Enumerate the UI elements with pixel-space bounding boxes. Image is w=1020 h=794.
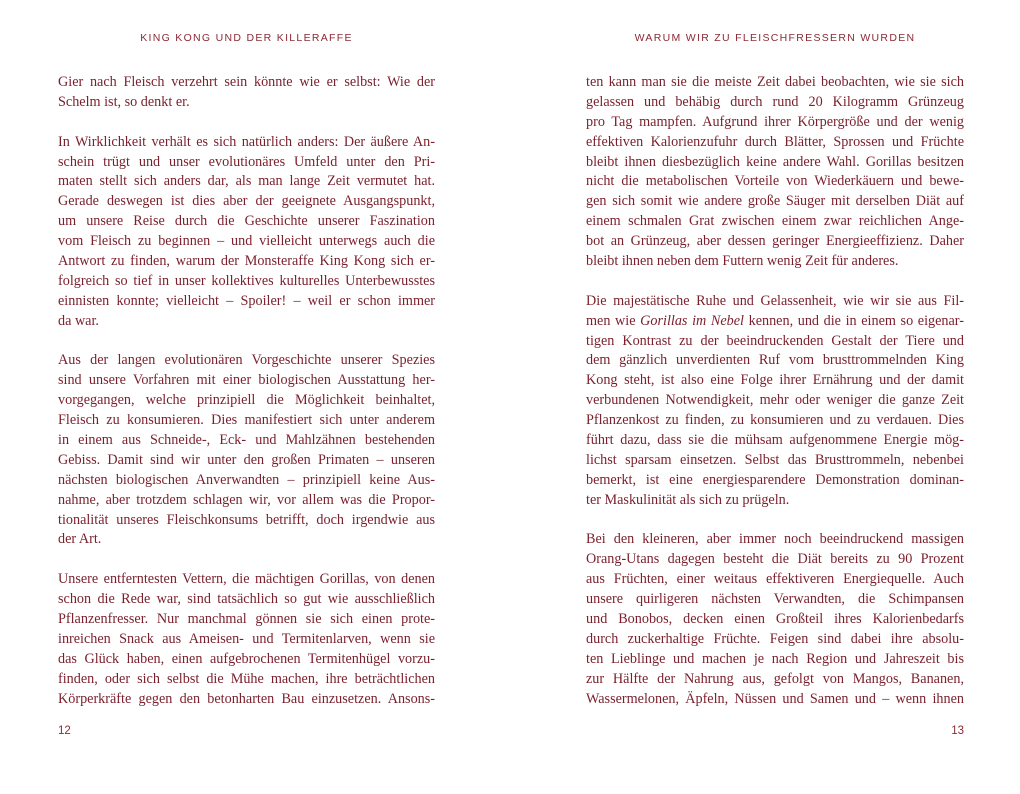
- text-line: ten kann man sie die meiste Zeit dabei beobachten, wie sie sich: [586, 74, 964, 90]
- text-line: Gier nach Fleisch verzehrt sein könnte wie er selbst: Wie der: [58, 74, 435, 90]
- paragraph-gap: [586, 272, 964, 292]
- text-line: lichst sparsam einsetzen. Selbst das Brusttrommeln, nebenbei: [586, 451, 964, 468]
- text-line: effektiven Kalorienzufuhr durch Blätter, Sprossen und Früchte: [586, 133, 964, 150]
- paragraph: [58, 73, 435, 113]
- text-line: folgreich so tief in unser kollektives kulturelles Unterbewusstes: [58, 272, 435, 289]
- text-line: bemerkt, ist eine energiesparendere Demonstration dominan-: [586, 471, 964, 488]
- paragraph: [58, 133, 435, 332]
- text-line: und Bonobos, decken einen Großteil ihres Kalorienbedarfs: [586, 611, 964, 628]
- left-page: [58, 0, 435, 794]
- text-line: vom Fleisch zu beginnen – und vielleicht unterwegs auch die: [58, 233, 435, 250]
- text-line: durch zuckerhaltige Früchte. Feigen sind dabei ihre absolu-: [586, 630, 964, 647]
- paragraph: [586, 292, 964, 511]
- text-line: Wassermelonen, Äpfeln, Nüssen und Samen und – wenn ihnen: [586, 690, 964, 707]
- text-line: inreichen Snack aus Ameisen- und Termitenlarven, wenn sie: [58, 630, 435, 647]
- text-line: tionalität unseres Fleischkonsums betrifft, doch irgendwie aus: [58, 511, 435, 528]
- body-text-right: [586, 73, 964, 710]
- text-line: vorgegangen, welche prinzipiell die Möglichkeit beinhaltet,: [58, 392, 435, 409]
- text-line: bleibt ihnen neben dem Futtern wenig Zeit für anderes.: [586, 253, 899, 270]
- text-line: Die majestätische Ruhe und Gelassenheit, wie wir sie aus Fil-: [586, 292, 964, 309]
- paragraph-gap: [58, 332, 435, 352]
- text-line: Gebiss. Damit sind wir unter den großen Primaten – unseren: [58, 451, 435, 468]
- text-line: schein trügt und unser evolutionäres Umfeld unter den Pri-: [58, 153, 435, 170]
- text-line: aus Früchten, einer weitaus effektiveren Energiequelle. Auch: [586, 571, 964, 588]
- text-line: Unsere entferntesten Vettern, die mächtigen Gorillas, von denen: [58, 571, 435, 588]
- paragraph: [58, 570, 435, 709]
- running-header-left: KING KONG UND DER KILLERAFFE: [140, 32, 353, 44]
- text-line: Gerade deswegen ist dies aber der geeignete Ausgangspunkt,: [58, 193, 435, 210]
- text-line: Schelm ist, so denkt er.: [58, 93, 190, 110]
- text-line: einnisten konnte; vielleicht – Spoiler! – weil er schon immer: [58, 292, 435, 309]
- body-text-left: [58, 73, 435, 710]
- text-line: Pflanzenfresser. Nur manchmal gönnen sie sich einen prote-: [58, 611, 435, 628]
- paragraph-gap: [58, 550, 435, 570]
- running-header-right: WARUM WIR ZU FLEISCHFRESSERN WURDEN: [634, 32, 916, 44]
- text-line: Fleisch zu konsumieren. Dies manifestiert sich unter anderem: [58, 412, 435, 429]
- text-line: bleibt ihnen diesbezüglich keine andere Wahl. Gorillas besitzen: [586, 153, 964, 170]
- text-line: nächsten biologischen Anverwandten – prinzipiell keine Aus-: [58, 471, 435, 488]
- paragraph-gap: [586, 511, 964, 531]
- text-line: pro Tag mampfen. Aufgrund ihrer Körpergröße und der wenig: [586, 113, 964, 130]
- text-line: tigen Kontrast zu der beeindruckenden Gestalt der Tiere und: [586, 332, 964, 349]
- text-line: das Glück haben, einen aufgebrochenen Termitenhügel vorzu-: [58, 650, 435, 667]
- paragraph-gap: [58, 113, 435, 133]
- text-line: Antwort zu finden, warum der Monsteraffe King Kong sich er-: [58, 253, 435, 270]
- paragraph: [586, 530, 964, 709]
- text-line: In Wirklichkeit verhält es sich natürlich anders: Der äußere An-: [58, 133, 435, 150]
- right-page: [586, 0, 964, 794]
- text-line: ter Maskulinität als sich zu prügeln.: [586, 491, 790, 508]
- paragraph: [58, 351, 435, 550]
- text-line: unsere quirligeren nächsten Verwandten, die Schimpansen: [586, 591, 964, 608]
- text-line: maten stellt sich anders dar, als man lange Zeit vermutet hat.: [58, 173, 435, 190]
- text-line: Bei den kleineren, aber immer noch beeindruckend massigen: [586, 531, 964, 548]
- text-line: Aus der langen evolutionären Vorgeschichte unserer Spezies: [58, 352, 435, 369]
- text-line: schon die Rede war, sind tatsächlich so gut wie ausschließlich: [58, 591, 435, 608]
- text-line: sind unsere Vorfahren mit einer biologischen Ausstattung her-: [58, 372, 435, 389]
- text-line: finden, oder sich selbst die Mühe machen, ihre beträchtlichen: [58, 670, 435, 687]
- text-line: führt dazu, dass sie die mühsam aufgenommene Energie mög-: [586, 432, 964, 449]
- text-line: der Art.: [58, 531, 102, 548]
- text-line: nahme, aber trotzdem schlagen wir, vor allem was die Propor-: [58, 491, 435, 508]
- text-line: einem schmalen Grat zwischen einem zwar reichlichen Ange-: [586, 213, 964, 230]
- text-line: Pflanzenkost zu finden, zu konsumieren und zu verdauen. Dies: [586, 412, 964, 429]
- text-line: da war.: [58, 312, 99, 329]
- text-line: bot an Grünzeug, aber dessen geringer Energieeffizienz. Daher: [586, 233, 964, 250]
- text-line: dem gänzlich unverdienten Ruf vom brusttrommelnden King: [586, 352, 964, 369]
- text-line: ten Lieblinge und machen je nach Region und Jahreszeit bis: [586, 650, 964, 667]
- text-line: verbundenen Notwendigkeit, mehr oder weniger die ganze Zeit: [586, 392, 964, 409]
- paragraph: [586, 73, 964, 272]
- text-line: Orang-Utans dagegen besteht die Diät bereits zu 90 Prozent: [586, 551, 964, 568]
- text-line: zur Hälfte der Nahrung aus, gefolgt von Mangos, Bananen,: [586, 670, 964, 687]
- text-line: gelassen und behäbig durch rund 20 Kilogramm Grünzeug: [586, 93, 964, 110]
- page-number-left: 12: [58, 725, 71, 737]
- text-line: Körperkräfte gegen den betonharten Bau einzusetzen. Ansons-: [58, 690, 435, 707]
- text-line: Kong steht, ist also eine Folge ihrer Ernährung und der damit: [586, 372, 964, 389]
- text-line: men wie Gorillas im Nebel kennen, und die in einem so eigenar-: [586, 312, 964, 329]
- text-line: gen sich somit wie andere große Säuger mit derselben Diät auf: [586, 193, 964, 210]
- text-line: um unsere Reise durch die Geschichte unserer Faszination: [58, 213, 435, 230]
- text-line: nicht die metabolischen Vorteile von Wiederkäuern und bewe-: [586, 173, 964, 190]
- page-number-right: 13: [951, 725, 964, 737]
- text-line: in einem aus Schneide-, Eck- und Mahlzähnen bestehenden: [58, 432, 435, 449]
